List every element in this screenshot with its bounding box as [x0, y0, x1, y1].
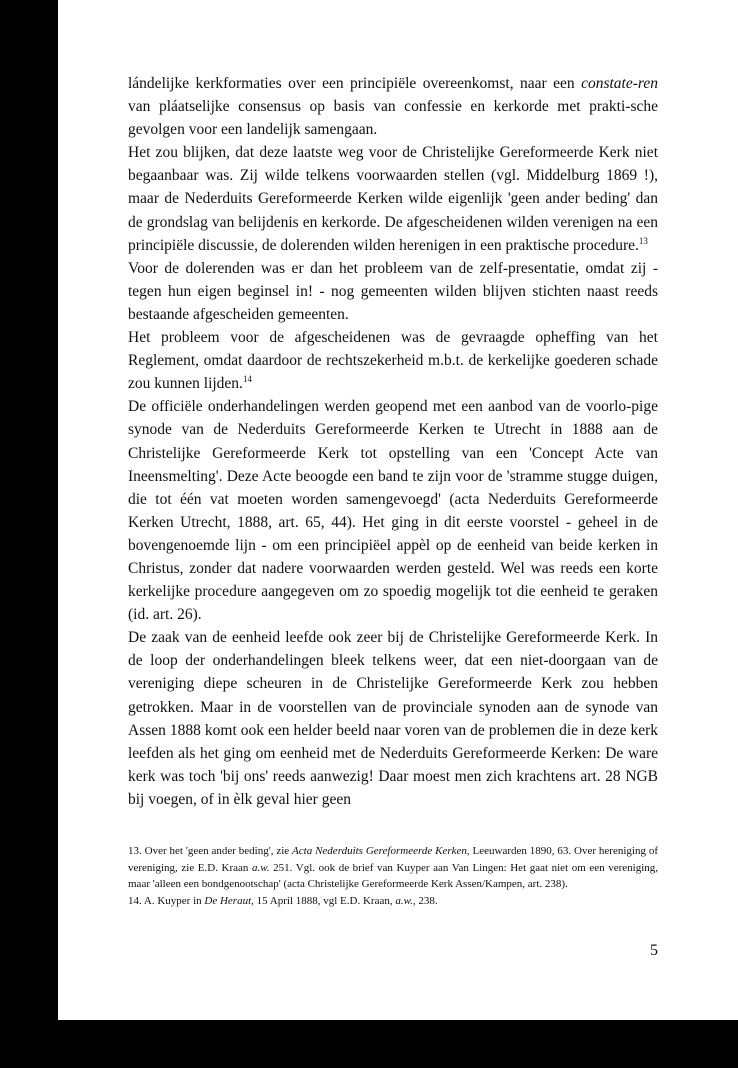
text-run: De zaak van de eenheid leefde ook zeer bij de Christelijke Gereformeerde Kerk. In de loop der onderhandelingen bleek telkens weer, dat een niet-doorgaan van de vereniging diepe scheuren in de Christelijke Gereformeerde Kerk zou hebben getrokken. Maar in de voorstellen van de provinciale synoden aan de synode van Assen 1888 komt ook een helder beeld naar voren van de problemen die in deze kerk leefden als het ging om eenheid met de Nederduits Gereformeerde Kerken: De ware kerk was toch 'bij ons' reeds aanwezig! Daar moest men zich krachtens art. 28 NGB bij voegen, of in èlk geval hier geen [128, 629, 658, 808]
italic-run: De Heraut [204, 894, 252, 907]
italic-run: a.w. [252, 861, 270, 874]
scan-edge-left [0, 0, 58, 1068]
text-run: , 238. [412, 894, 438, 907]
paragraph [128, 72, 658, 141]
italic-run: Acta Nederduits Gereformeerde Kerken [292, 845, 467, 857]
scan-edge-bottom [0, 1020, 738, 1068]
text-run: Voor de dolerenden was er dan het probleem van de zelf-presentatie, omdat zij - tegen hun eigen beginsel in! - nog gemeenten wilden blijven stichten naast reeds bestaande afgescheiden gemeenten. [128, 259, 658, 323]
paragraph [128, 141, 658, 256]
text-run: 13. Over het 'geen ander beding', zie [128, 845, 293, 857]
text-run: Het zou blijken, dat deze laatste weg voor de Christelijke Gereformeerde Kerk niet begaanbaar was. Zij wilde telkens voorwaarden stellen (vgl. Middelburg 1869 !), maar de Nederduits Gereformeerde Kerken wilde eigenlijk 'geen ander beding' dan de grondslag van belijdenis en kerkorde. De afgescheidenen wilden verenigen na een principiële discussie, de dolerenden wilden herenigen in een praktische procedure. [128, 144, 658, 254]
paragraph [128, 326, 658, 395]
footnote-14 [128, 893, 658, 910]
text-run: De officiële onderhandelingen werden geopend met een aanbod van de voorlo-pige synode van de Nederduits Gereformeerde Kerken te Utrecht in 1888 aan de Christelijke Gereformeerde Kerk tot opstelling van een 'Concept Acte van Ineensmelting'. Deze Acte beoogde een band te zijn voor de 'stramme stugge duigen, die tot één vat moeten worden samengevoegd' (acta Nederduits Gereformeerde Kerken Utrecht, 1888, art. 65, 44). Het ging in dit eerste voorstel - geheel in de bovengenoemde lijn - om een principiëel appèl op de eenheid van beide kerken in Christus, zonder dat nadere voorwaarden werden gesteld. Wel was reeds een korte kerkelijke procedure aangegeven om zo spoedig mogelijk tot die eenheid te geraken (id. art. 26). [128, 398, 658, 624]
footnotes [128, 843, 658, 909]
paragraph [128, 257, 658, 326]
text-run: , 15 April 1888, vgl E.D. Kraan, [251, 894, 396, 907]
paragraph [128, 626, 658, 811]
footnote-13 [128, 843, 658, 893]
text-run: lándelijke kerkformaties over een principiële overeenkomst, naar een [128, 75, 582, 92]
italic-run: constate-ren [581, 75, 658, 92]
italic-run: a.w. [395, 894, 413, 907]
page-number: 5 [650, 942, 658, 959]
footnote-ref: 14 [242, 374, 252, 385]
footnote-ref: 13 [638, 235, 648, 246]
text-run: Het probleem voor de afgescheidenen was de gevraagde opheffing van het Reglement, omdat daardoor de rechtszekerheid m.b.t. de kerkelijke goederen schade zou kunnen lijden. [128, 329, 658, 393]
text-run: van pláatselijke consensus op basis van confessie en kerkorde met prakti-sche gevolgen voor een landelijk samengaan. [128, 98, 658, 139]
body-text [128, 72, 658, 811]
text-run: 251. Vgl. ook de brief van Kuyper aan Van Lingen: Het gaat niet om een vereniging, maar 'alleen een bondgenootschap' (acta Christelijke Gereformeerde Kerk Assen/Kampen, art. 238). [128, 861, 658, 890]
text-run: , Leeuwarden 1890, 63. Over hereniging of vereniging, zie E.D. Kraan [128, 845, 658, 874]
paragraph [128, 395, 658, 626]
text-run: 14. A. Kuyper in [128, 894, 205, 907]
